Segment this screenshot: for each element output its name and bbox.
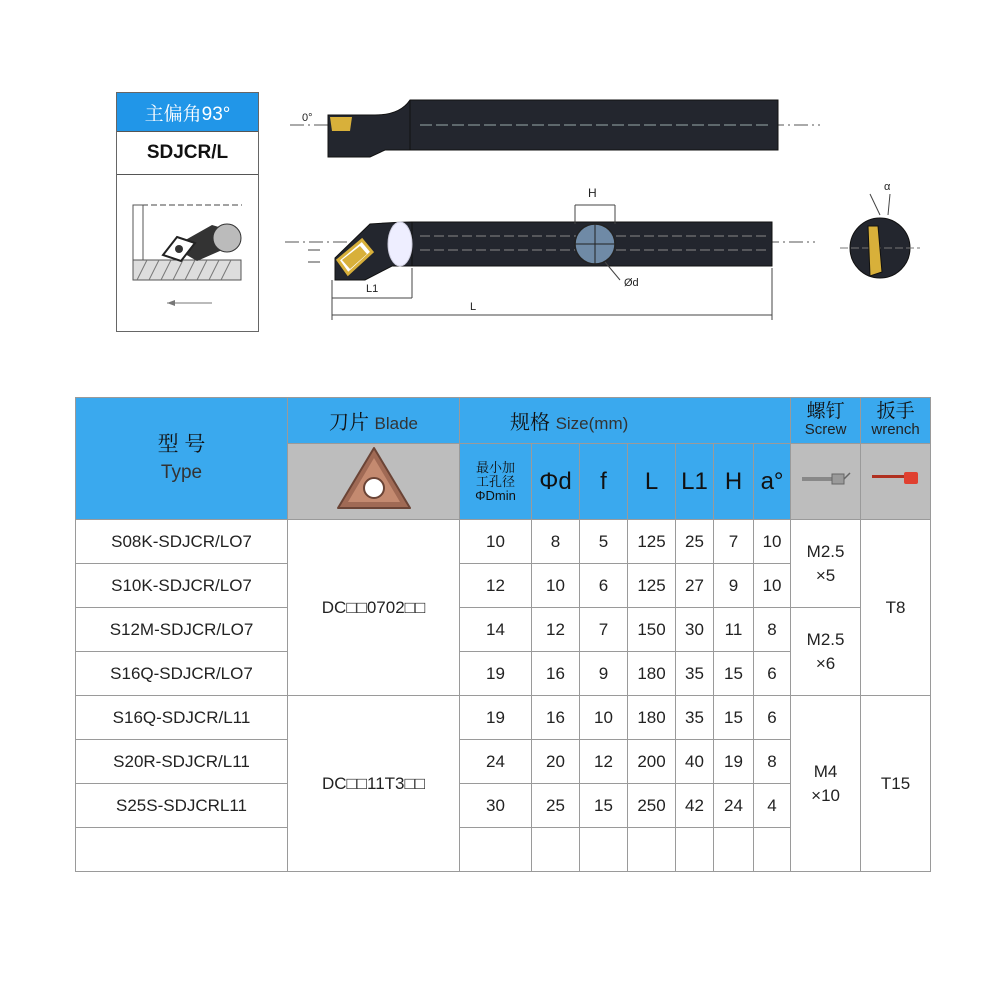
f-cell: 12: [580, 740, 628, 784]
f-cell: 15: [580, 784, 628, 828]
l-cell: [628, 828, 676, 872]
blade-header: 刀片 Blade: [288, 398, 460, 444]
screw-cell: M2.5 ×6: [791, 608, 861, 696]
d-cell: 25: [532, 784, 580, 828]
dmin-cell: 10: [460, 520, 532, 564]
h-cell: 24: [714, 784, 754, 828]
d-cell: 16: [532, 696, 580, 740]
blade-code-cell: DC□□0702□□: [288, 520, 460, 696]
alpha-label: α: [884, 181, 891, 193]
h-dim-label: H: [588, 186, 597, 200]
l-cell: 180: [628, 696, 676, 740]
h-cell: 11: [714, 608, 754, 652]
model-cell: S20R-SDJCR/L11: [76, 740, 288, 784]
model-cell: S16Q-SDJCR/L11: [76, 696, 288, 740]
model-cell: S08K-SDJCR/LO7: [76, 520, 288, 564]
d-cell: 12: [532, 608, 580, 652]
wrench-header: 扳手 wrench: [861, 398, 931, 444]
a-cell: 4: [754, 784, 791, 828]
l1-header: L1: [676, 444, 714, 520]
h-cell: 7: [714, 520, 754, 564]
a-cell: [754, 828, 791, 872]
screw-cell: M2.5 ×5: [791, 520, 861, 608]
size-header: 规格 Size(mm): [460, 398, 791, 444]
dmin-cell: 19: [460, 696, 532, 740]
d-cell: 8: [532, 520, 580, 564]
h-header: H: [714, 444, 754, 520]
l-header: L: [628, 444, 676, 520]
wrench-image-cell: [861, 444, 931, 520]
blade-image-cell: [288, 444, 460, 520]
model-cell: S10K-SDJCR/LO7: [76, 564, 288, 608]
dmin-cell: 12: [460, 564, 532, 608]
l-cell: 180: [628, 652, 676, 696]
phi-d-header: Φd: [532, 444, 580, 520]
a-cell: 10: [754, 520, 791, 564]
dmin-cell: 30: [460, 784, 532, 828]
f-cell: 10: [580, 696, 628, 740]
table-row: [76, 520, 931, 564]
phi-d-label: Ød: [624, 277, 639, 289]
model-cell: S16Q-SDJCR/LO7: [76, 652, 288, 696]
l1-dim-label: L1: [366, 283, 379, 295]
tool-top-view-drawing: [290, 95, 830, 165]
wrench-cell: T8: [861, 520, 931, 696]
f-cell: 7: [580, 608, 628, 652]
dmin-cell: 19: [460, 652, 532, 696]
l-cell: 200: [628, 740, 676, 784]
f-cell: 6: [580, 564, 628, 608]
l-dim-label: L: [470, 301, 477, 313]
d-cell: 10: [532, 564, 580, 608]
l-cell: 125: [628, 564, 676, 608]
l1-cell: 27: [676, 564, 714, 608]
zero-angle-label: 0°: [302, 112, 313, 124]
table-row: [76, 608, 931, 652]
model-cell: S25S-SDJCRL11: [76, 784, 288, 828]
screw-icon: [798, 469, 854, 489]
f-cell: 9: [580, 652, 628, 696]
triangle-insert-icon: [334, 444, 414, 514]
l1-cell: 40: [676, 740, 714, 784]
a-cell: 6: [754, 696, 791, 740]
a-cell: 8: [754, 740, 791, 784]
h-cell: 9: [714, 564, 754, 608]
h-cell: 15: [714, 696, 754, 740]
a-cell: 8: [754, 608, 791, 652]
model-cell: S12M-SDJCR/LO7: [76, 608, 288, 652]
spec-table: [75, 397, 931, 872]
tool-model-label: SDJCR/L: [117, 132, 258, 175]
l1-cell: [676, 828, 714, 872]
d-cell: 16: [532, 652, 580, 696]
blade-code-cell: DC□□11T3□□: [288, 696, 460, 872]
screw-image-cell: [791, 444, 861, 520]
dmin-cell: 14: [460, 608, 532, 652]
f-cell: 5: [580, 520, 628, 564]
h-cell: 15: [714, 652, 754, 696]
l1-cell: 25: [676, 520, 714, 564]
boring-sketch-icon: [117, 175, 258, 331]
approach-angle-label: 主偏角93°: [117, 93, 258, 132]
f-header: f: [580, 444, 628, 520]
tool-end-view-drawing: [840, 180, 920, 290]
screw-header: 螺钉 Screw: [791, 398, 861, 444]
l1-cell: 35: [676, 696, 714, 740]
a-cell: 10: [754, 564, 791, 608]
dmin-cell: 24: [460, 740, 532, 784]
type-header: 型 号 Type: [76, 398, 288, 520]
tool-label-box: [116, 92, 259, 332]
l-cell: 125: [628, 520, 676, 564]
l1-cell: 30: [676, 608, 714, 652]
l1-cell: 42: [676, 784, 714, 828]
h-cell: [714, 828, 754, 872]
dmin-header: 最小加 工孔径 ΦDmin: [460, 444, 532, 520]
l-cell: 250: [628, 784, 676, 828]
tool-side-view-drawing: [280, 180, 820, 325]
d-cell: 20: [532, 740, 580, 784]
a-header: a°: [754, 444, 791, 520]
a-cell: 6: [754, 652, 791, 696]
wrench-cell: T15: [861, 696, 931, 872]
d-cell: [532, 828, 580, 872]
h-cell: 19: [714, 740, 754, 784]
table-row: [76, 696, 931, 740]
wrench-icon: [868, 467, 924, 491]
f-cell: [580, 828, 628, 872]
l-cell: 150: [628, 608, 676, 652]
screw-cell: M4 ×10: [791, 696, 861, 872]
l1-cell: 35: [676, 652, 714, 696]
dmin-cell: [460, 828, 532, 872]
model-cell: [76, 828, 288, 872]
